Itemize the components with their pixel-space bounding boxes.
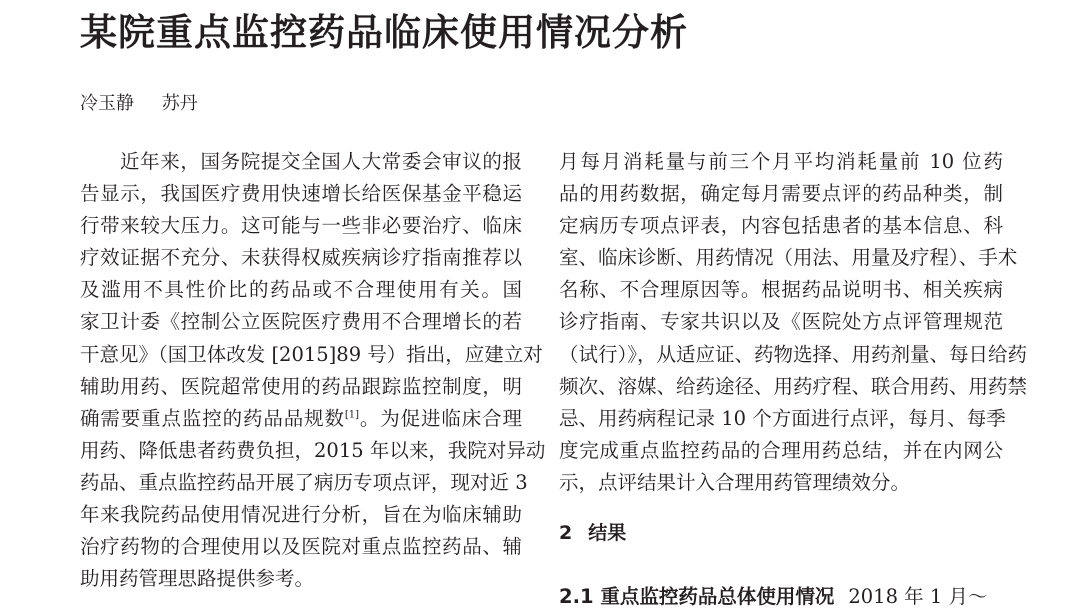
subsection-text: 2018 年 1 月～ [848,585,988,608]
body-line: 诊疗指南、专家共识以及《医院处方点评管理规范 [559,310,1003,334]
body-line: 助用药管理思路提供参考。 [80,567,315,591]
body-line: 告显示，我国医疗费用快速增长给医保基金平稳运 [80,182,522,206]
body-line: 药品、重点监控药品开展了病历专项点评，现对近 3 [80,470,528,494]
section-title: 结果 [588,522,627,544]
body-text: 确需要重点监控的药品品规数 [80,406,345,430]
body-line: 及滥用不具性价比的药品或不合理使用有关。国 [80,278,522,302]
left-column [80,146,546,595]
body-line: 忌、用药病程记录 10 个方面进行点评，每月、每季 [559,406,1006,430]
body-text: 。为促进临床合理 [359,406,522,430]
body-line: 名称、不合理原因等。根据药品说明书、相关疾病 [559,278,1003,302]
author-name: 冷玉静 [80,93,134,114]
section-heading [559,518,626,545]
body-line: 干意见》（国卫体改发 [2015]89 号）指出，应建立对 [80,342,543,366]
subsection-title: 2.1 重点监控药品总体使用情况 [559,585,835,608]
body-line: 用药、降低患者药费负担，2015 年以来，我院对异动 [80,438,546,462]
body-line: （试行）》，从适应证、药物选择、用药剂量、每日给药 [559,342,1028,366]
author-name: 苏丹 [161,93,198,114]
body-line: 月每月消耗量与前三个月平均消耗量前 10 位药 [559,150,1003,173]
body-line: 品的用药数据，确定每月需要点评的药品种类，制 [559,182,1003,206]
section-number: 2 [559,522,573,544]
citation-mark: [1] [344,409,359,421]
body-line: 治疗药物的合理使用以及医院对重点监控药品、辅 [80,535,522,559]
body-line: 家卫计委《控制公立医院医疗费用不合理增长的若 [80,310,522,334]
body-line: 室、临床诊断、用药情况（用法、用量及疗程）、手术 [559,246,1018,270]
body-line: 定病历专项点评表，内容包括患者的基本信息、科 [559,214,1003,238]
body-line: 近年来，国务院提交全国人大常委会审议的报 [120,150,522,173]
right-column [559,146,1028,499]
subsection-heading [559,581,987,609]
body-line: 辅助用药、医院超常使用的药品跟踪监控制度，明 [80,374,522,398]
author-line [80,89,198,115]
body-line: 度完成重点监控药品的合理用药总结，并在内网公 [559,438,1003,462]
body-line: 疗效证据不充分、未获得权威疾病诊疗指南推荐以 [80,246,522,270]
article-title: 某院重点监控药品临床使用情况分析 [80,11,688,54]
body-line: 年来我院药品使用情况进行分析，旨在为临床辅助 [80,503,522,527]
body-line-with-citation [80,403,522,435]
body-line: 示，点评结果计入合理用药管理绩效分。 [559,470,911,494]
body-line: 行带来较大压力。这可能与一些非必要治疗、临床 [80,214,522,238]
body-line: 频次、溶媒、给药途径、用药疗程、联合用药、用药禁 [559,374,1028,398]
